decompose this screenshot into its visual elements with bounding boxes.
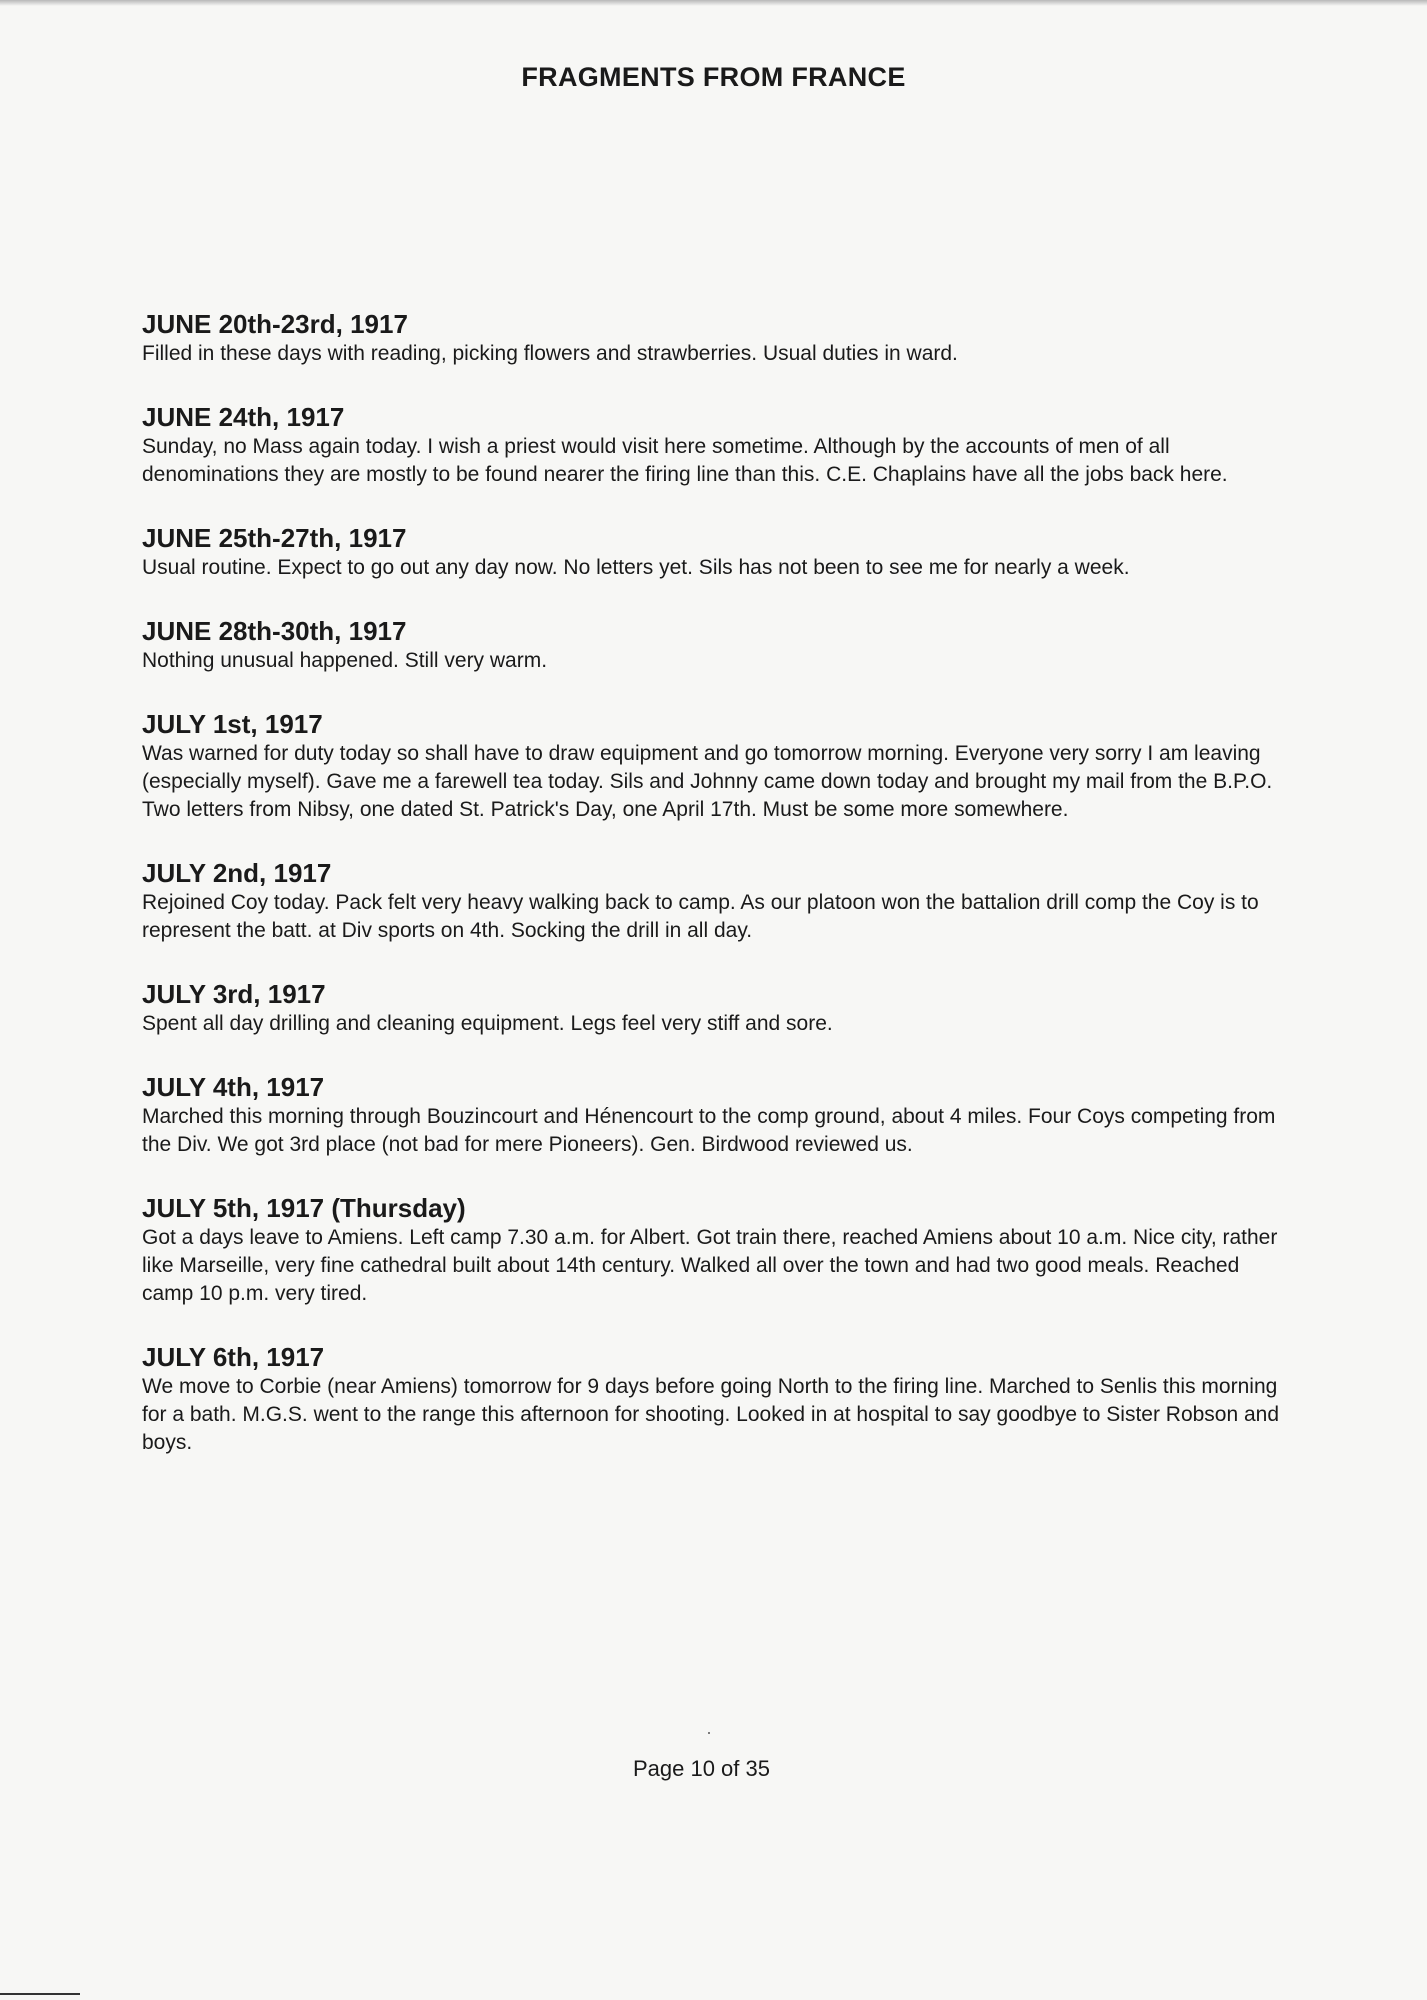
diary-entry (142, 978, 1292, 1038)
diary-entry (142, 857, 1292, 945)
scan-edge-mark (0, 1993, 80, 1995)
diary-entry (142, 615, 1292, 675)
scan-edge (0, 0, 1427, 6)
diary-entry (142, 1192, 1292, 1308)
diary-entry (142, 1071, 1292, 1159)
diary-entry (142, 708, 1292, 824)
diary-entry (142, 1341, 1292, 1457)
entry-text: Got a days leave to Amiens. Left camp 7.30 a.m. for Albert. Got train there, reached Amiens about 10 a.m. Nice city, rather like Marseille, very fine cathedral built about 14th century. Walked all over the town and had two good meals. Reached camp 10 p.m. very tired. (142, 1226, 1278, 1305)
entry-text: Nothing unusual happened. Still very warm. (142, 649, 548, 672)
diary-entry (142, 401, 1292, 489)
entry-date: JULY 4th, 1917 (142, 1072, 325, 1102)
entry-date: JULY 5th, 1917 (Thursday) (142, 1193, 466, 1223)
document-title: FRAGMENTS FROM FRANCE (521, 62, 906, 92)
entry-text: Rejoined Coy today. Pack felt very heavy walking back to camp. As our platoon won the battalion drill comp the Coy is to represent the batt. at Div sports on 4th. Socking the drill in all day. (142, 891, 1259, 942)
entry-text: We move to Corbie (near Amiens) tomorrow for 9 days before going North to the firing line. Marched to Senlis this morning for a bath. M.G.S. went to the range this afternoon for shooting. Looked in at hospital to say goodbye to Sister Robson and boys. (142, 1375, 1280, 1454)
entry-text: Filled in these days with reading, picking flowers and strawberries. Usual duties in ward. (142, 342, 958, 365)
entry-date: JUNE 25th-27th, 1917 (142, 523, 407, 553)
entry-date: JULY 6th, 1917 (142, 1342, 325, 1372)
entry-date: JULY 3rd, 1917 (142, 979, 326, 1009)
diary-entry (142, 522, 1292, 582)
page-number: Page 10 of 35 (632, 1756, 770, 1781)
entry-date: JUNE 28th-30th, 1917 (142, 616, 407, 646)
scan-speck (708, 1732, 710, 1734)
entry-date: JULY 1st, 1917 (142, 709, 323, 739)
entry-text: Marched this morning through Bouzincourt and Hénencourt to the comp ground, about 4 miles. Four Coys competing from the Div. We got 3rd place (not bad for mere Pioneers). Gen. Birdwood reviewed us. (142, 1105, 1276, 1156)
diary-entry (142, 308, 1292, 368)
entry-text: Usual routine. Expect to go out any day now. No letters yet. Sils has not been to see me for nearly a week. (142, 556, 1130, 579)
entry-text: Sunday, no Mass again today. I wish a priest would visit here sometime. Although by the accounts of men of all denominations they are mostly to be found nearer the firing line than this. C.E. Chaplains have all the jobs back here. (142, 435, 1228, 486)
entry-text: Spent all day drilling and cleaning equipment. Legs feel very stiff and sore. (142, 1012, 833, 1035)
entry-date: JULY 2nd, 1917 (142, 858, 332, 888)
entry-text: Was warned for duty today so shall have to draw equipment and go tomorrow morning. Everyone very sorry I am leaving (especially myself). Gave me a farewell tea today. Sils and Johnny came down today and brought my mail from the B.P.O. Two letters from Nibsy, one dated St. Patrick's Day, one April 17th. Must be some more somewhere. (142, 742, 1273, 821)
entry-date: JUNE 20th-23rd, 1917 (142, 309, 408, 339)
entry-date: JUNE 24th, 1917 (142, 402, 345, 432)
diary-entries (142, 308, 1292, 1490)
